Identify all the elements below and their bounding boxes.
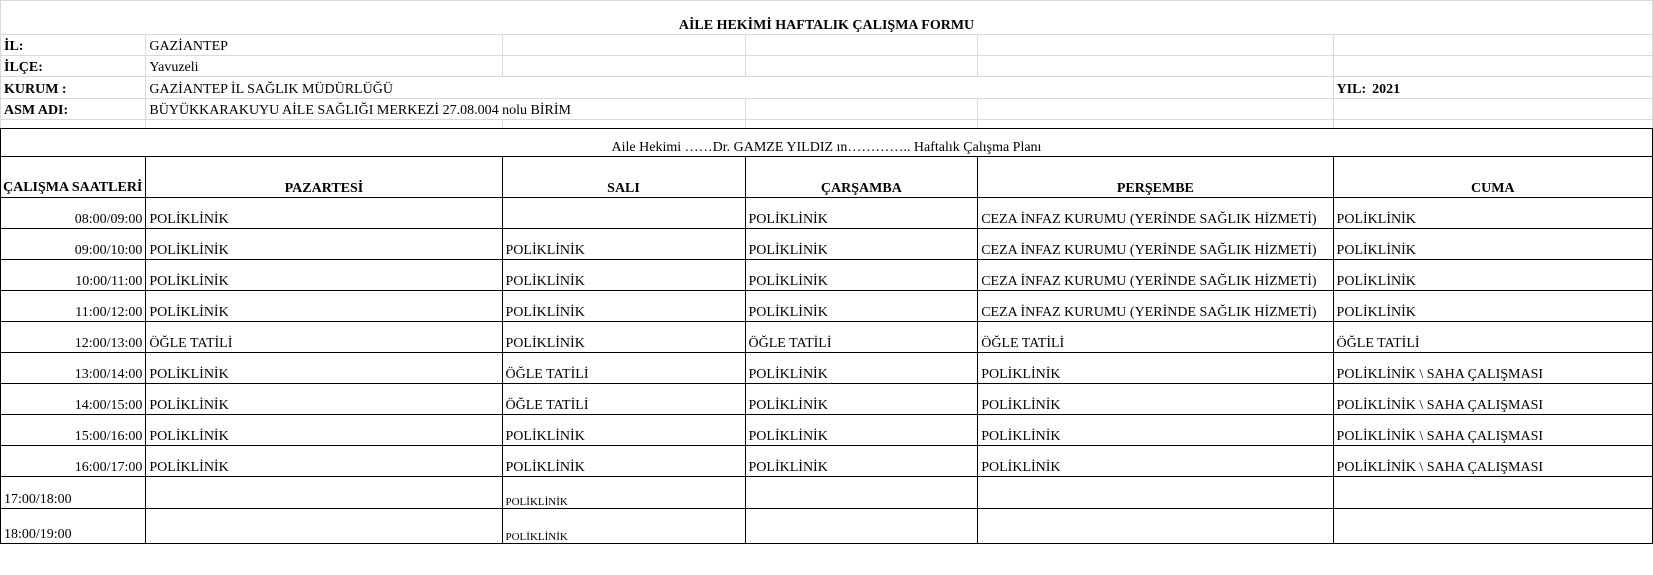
cell[interactable] xyxy=(1333,99,1652,120)
form-title[interactable]: AİLE HEKİMİ HAFTALIK ÇALIŞMA FORMU xyxy=(1,1,1653,35)
cell[interactable] xyxy=(978,35,1333,56)
table-row xyxy=(1,260,1653,291)
time-cell[interactable]: 11:00/12:00 xyxy=(1,291,146,322)
info-row-kurum xyxy=(1,77,1653,99)
thursday-cell[interactable]: CEZA İNFAZ KURUMU (YERİNDE SAĞLIK HİZMETİ) xyxy=(978,229,1333,260)
header-wednesday[interactable]: ÇARŞAMBA xyxy=(745,157,978,198)
ilce-label[interactable]: İLÇE: xyxy=(1,56,146,77)
time-cell[interactable]: 16:00/17:00 xyxy=(1,446,146,477)
schedule-header-row xyxy=(1,157,1653,198)
cell[interactable] xyxy=(502,35,745,56)
spacer-row xyxy=(1,120,1653,129)
cell[interactable] xyxy=(978,120,1333,129)
wednesday-cell[interactable]: POLİKLİNİK xyxy=(745,198,978,229)
yil-value: 2021 xyxy=(1372,82,1401,97)
table-row xyxy=(1,322,1653,353)
monday-cell[interactable]: POLİKLİNİK xyxy=(146,229,502,260)
cell[interactable] xyxy=(978,99,1333,120)
thursday-cell[interactable] xyxy=(978,477,1333,509)
wednesday-cell[interactable]: POLİKLİNİK xyxy=(745,384,978,415)
thursday-cell[interactable]: CEZA İNFAZ KURUMU (YERİNDE SAĞLIK HİZMETİ) xyxy=(978,260,1333,291)
thursday-cell[interactable]: POLİKLİNİK xyxy=(978,446,1333,477)
friday-cell[interactable]: POLİKLİNİK xyxy=(1333,229,1652,260)
plan-title[interactable]: Aile Hekimi ……Dr. GAMZE YILDIZ ın………….. Haftalık Çalışma Planı xyxy=(1,129,1653,157)
yil-cell[interactable] xyxy=(1333,77,1652,99)
kurum-value[interactable]: GAZİANTEP İL SAĞLIK MÜDÜRLÜĞÜ xyxy=(146,77,1333,99)
table-row xyxy=(1,415,1653,446)
wednesday-cell[interactable]: POLİKLİNİK xyxy=(745,291,978,322)
header-thursday[interactable]: PERŞEMBE xyxy=(978,157,1333,198)
thursday-cell[interactable] xyxy=(978,509,1333,544)
cell[interactable] xyxy=(146,120,502,129)
friday-cell[interactable]: POLİKLİNİK xyxy=(1333,198,1652,229)
il-value[interactable]: GAZİANTEP xyxy=(146,35,502,56)
friday-cell[interactable] xyxy=(1333,509,1652,544)
wednesday-cell[interactable]: POLİKLİNİK xyxy=(745,415,978,446)
thursday-cell[interactable]: POLİKLİNİK xyxy=(978,415,1333,446)
monday-cell[interactable]: ÖĞLE TATİLİ xyxy=(146,322,502,353)
tuesday-cell[interactable]: ÖĞLE TATİLİ xyxy=(502,353,745,384)
header-monday[interactable]: PAZARTESİ xyxy=(146,157,502,198)
wednesday-cell[interactable] xyxy=(745,509,978,544)
table-row xyxy=(1,477,1653,509)
monday-cell[interactable]: POLİKLİNİK xyxy=(146,415,502,446)
time-cell[interactable]: 13:00/14:00 xyxy=(1,353,146,384)
table-row xyxy=(1,198,1653,229)
plan-title-row xyxy=(1,129,1653,157)
thursday-cell[interactable]: CEZA İNFAZ KURUMU (YERİNDE SAĞLIK HİZMETİ) xyxy=(978,198,1333,229)
tuesday-cell[interactable]: POLİKLİNİK xyxy=(502,260,745,291)
friday-cell[interactable]: POLİKLİNİK \ SAHA ÇALIŞMASI xyxy=(1333,353,1652,384)
il-label[interactable]: İL: xyxy=(1,35,146,56)
time-cell[interactable]: 12:00/13:00 xyxy=(1,322,146,353)
cell[interactable] xyxy=(502,56,745,77)
asm-label[interactable]: ASM ADI: xyxy=(1,99,146,120)
kurum-label[interactable]: KURUM : xyxy=(1,77,146,99)
monday-cell[interactable]: POLİKLİNİK xyxy=(146,446,502,477)
wednesday-cell[interactable] xyxy=(745,477,978,509)
monday-cell[interactable]: POLİKLİNİK xyxy=(146,384,502,415)
monday-cell[interactable]: POLİKLİNİK xyxy=(146,260,502,291)
time-cell[interactable]: 08:00/09:00 xyxy=(1,198,146,229)
table-row xyxy=(1,291,1653,322)
tuesday-cell[interactable]: POLİKLİNİK xyxy=(502,415,745,446)
time-cell[interactable]: 09:00/10:00 xyxy=(1,229,146,260)
monday-cell[interactable] xyxy=(146,477,502,509)
tuesday-cell[interactable]: POLİKLİNİK xyxy=(502,322,745,353)
cell[interactable] xyxy=(502,120,745,129)
cell[interactable] xyxy=(745,35,978,56)
info-row-ilce xyxy=(1,56,1653,77)
wednesday-cell[interactable]: POLİKLİNİK xyxy=(745,260,978,291)
friday-cell[interactable]: POLİKLİNİK xyxy=(1333,260,1652,291)
tuesday-cell[interactable]: POLİKLİNİK xyxy=(502,291,745,322)
thursday-cell[interactable]: POLİKLİNİK xyxy=(978,353,1333,384)
cell[interactable] xyxy=(1,120,146,129)
header-friday[interactable]: CUMA xyxy=(1333,157,1652,198)
tuesday-cell[interactable]: ÖĞLE TATİLİ xyxy=(502,384,745,415)
monday-cell[interactable]: POLİKLİNİK xyxy=(146,198,502,229)
ilce-value[interactable]: Yavuzeli xyxy=(146,56,502,77)
cell[interactable] xyxy=(745,99,978,120)
table-row xyxy=(1,384,1653,415)
asm-value[interactable]: BÜYÜKKARAKUYU AİLE SAĞLIĞI MERKEZİ 27.08.004 nolu BİRİM xyxy=(146,99,745,120)
info-row-il xyxy=(1,35,1653,56)
wednesday-cell[interactable]: POLİKLİNİK xyxy=(745,229,978,260)
friday-cell[interactable]: POLİKLİNİK \ SAHA ÇALIŞMASI xyxy=(1333,415,1652,446)
thursday-cell[interactable]: ÖĞLE TATİLİ xyxy=(978,322,1333,353)
table-row xyxy=(1,446,1653,477)
tuesday-cell[interactable]: POLİKLİNİK xyxy=(502,477,745,509)
cell[interactable] xyxy=(745,56,978,77)
friday-cell[interactable]: POLİKLİNİK \ SAHA ÇALIŞMASI xyxy=(1333,446,1652,477)
time-cell[interactable]: 14:00/15:00 xyxy=(1,384,146,415)
wednesday-cell[interactable]: ÖĞLE TATİLİ xyxy=(745,322,978,353)
time-cell[interactable]: 10:00/11:00 xyxy=(1,260,146,291)
table-row xyxy=(1,353,1653,384)
cell[interactable] xyxy=(745,120,978,129)
wednesday-cell[interactable]: POLİKLİNİK xyxy=(745,446,978,477)
header-hours[interactable]: ÇALIŞMA SAATLERİ xyxy=(1,157,146,198)
tuesday-cell[interactable]: POLİKLİNİK xyxy=(502,509,745,544)
thursday-cell[interactable]: POLİKLİNİK xyxy=(978,384,1333,415)
friday-cell[interactable]: POLİKLİNİK \ SAHA ÇALIŞMASI xyxy=(1333,384,1652,415)
table-row xyxy=(1,229,1653,260)
tuesday-cell[interactable]: POLİKLİNİK xyxy=(502,446,745,477)
friday-cell[interactable]: POLİKLİNİK xyxy=(1333,291,1652,322)
thursday-cell[interactable]: CEZA İNFAZ KURUMU (YERİNDE SAĞLIK HİZMETİ) xyxy=(978,291,1333,322)
cell[interactable] xyxy=(1333,35,1652,56)
cell[interactable] xyxy=(978,56,1333,77)
time-cell[interactable]: 15:00/16:00 xyxy=(1,415,146,446)
cell[interactable] xyxy=(1333,56,1652,77)
yil-label: YIL: xyxy=(1336,82,1367,97)
monday-cell[interactable] xyxy=(146,509,502,544)
friday-cell[interactable]: ÖĞLE TATİLİ xyxy=(1333,322,1652,353)
time-cell[interactable]: 18:00/19:00 xyxy=(1,509,146,544)
cell[interactable] xyxy=(1333,120,1652,129)
header-tuesday[interactable]: SALI xyxy=(502,157,745,198)
info-row-asm xyxy=(1,99,1653,120)
friday-cell[interactable] xyxy=(1333,477,1652,509)
tuesday-cell[interactable]: POLİKLİNİK xyxy=(502,229,745,260)
time-cell[interactable]: 17:00/18:00 xyxy=(1,477,146,509)
monday-cell[interactable]: POLİKLİNİK xyxy=(146,353,502,384)
tuesday-cell[interactable] xyxy=(502,198,745,229)
wednesday-cell[interactable]: POLİKLİNİK xyxy=(745,353,978,384)
monday-cell[interactable]: POLİKLİNİK xyxy=(146,291,502,322)
table-row xyxy=(1,509,1653,544)
form-title-row xyxy=(1,1,1653,35)
